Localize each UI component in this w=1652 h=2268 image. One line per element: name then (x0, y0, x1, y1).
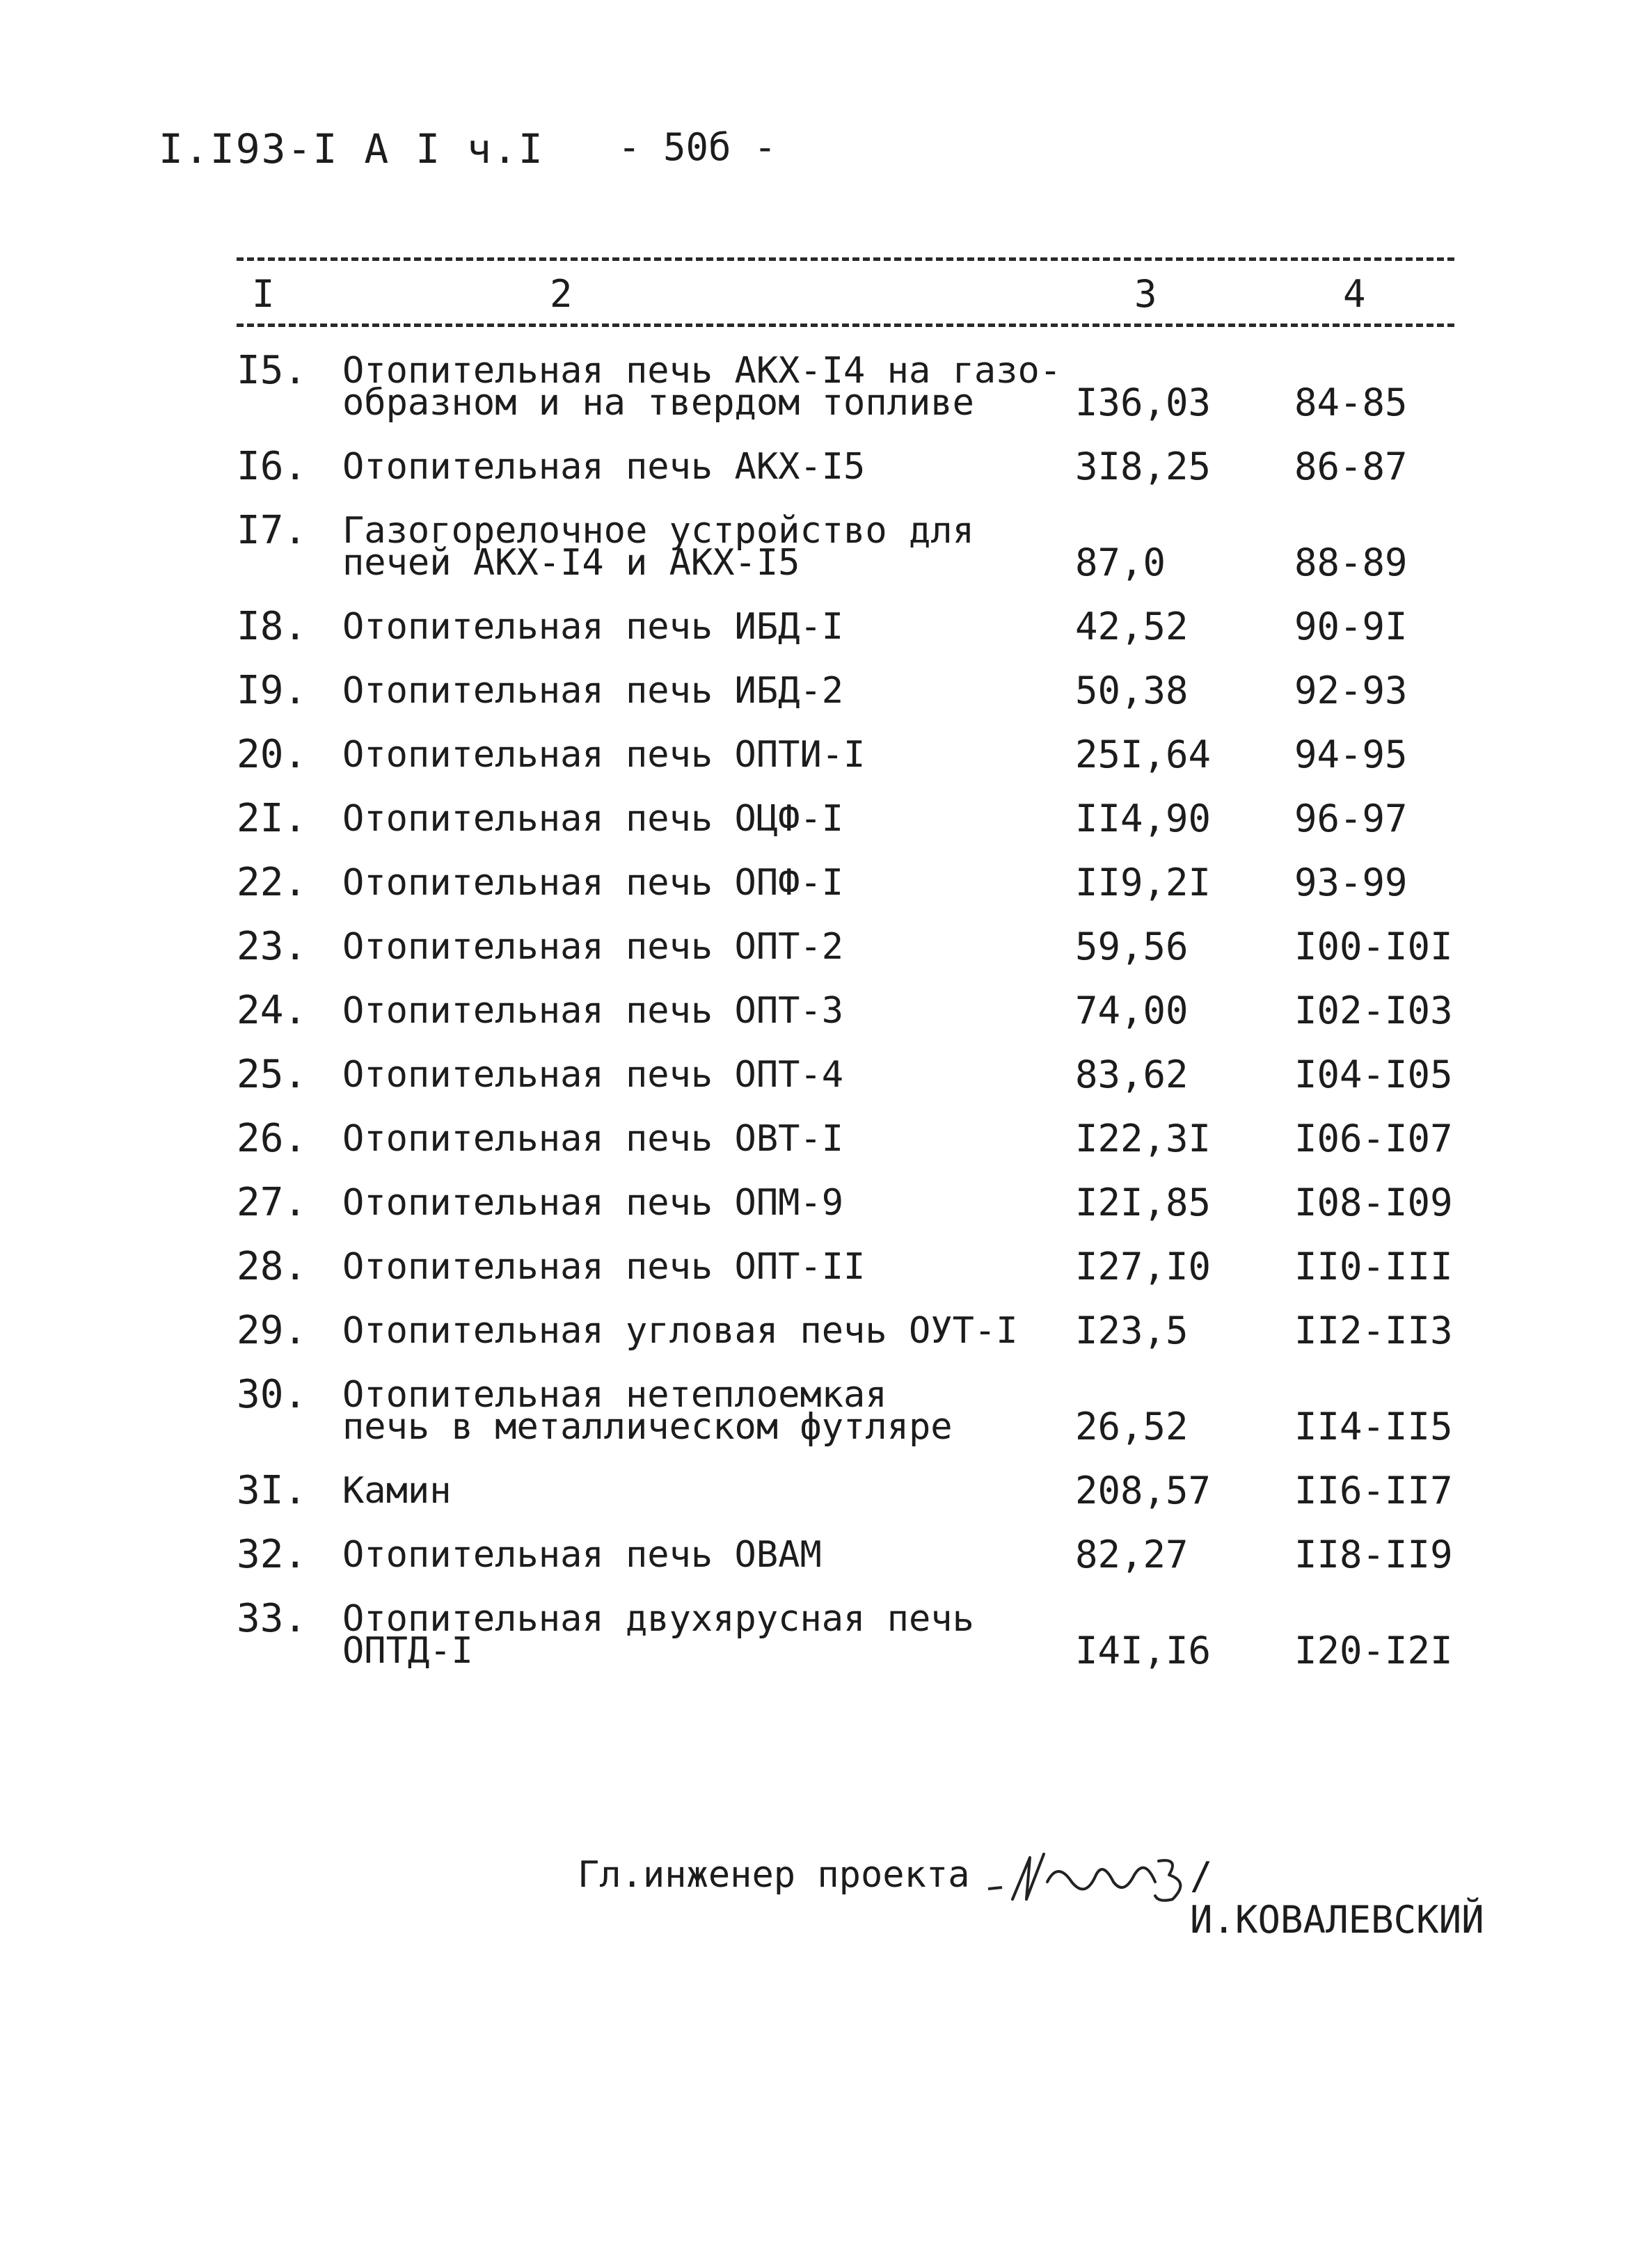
item-pages: 92-93 (1294, 669, 1408, 712)
item-pages: 88-89 (1294, 541, 1408, 584)
item-cost: 3I8,25 (1075, 445, 1212, 488)
inventory-table (237, 257, 1454, 1699)
row-number: 2I. (237, 796, 308, 841)
row-number: I9. (237, 668, 308, 713)
table-body (237, 348, 1454, 1699)
row-number: I5. (237, 348, 308, 393)
item-pages: I02-I03 (1294, 989, 1453, 1032)
item-pages: II6-II7 (1294, 1469, 1453, 1512)
signatory-title: Гл.инженер проекта (578, 1854, 970, 1896)
table-row (237, 1468, 1454, 1539)
row-number: 33. (237, 1596, 308, 1641)
table-row (237, 668, 1454, 739)
item-name: Отопительная угловая печь ОУТ-I (342, 1310, 1018, 1352)
row-number: 32. (237, 1532, 308, 1577)
signature-block (578, 1854, 1484, 1942)
column-header-name: 2 (550, 272, 573, 316)
item-pages: I06-I07 (1294, 1117, 1453, 1160)
item-cost: I23,5 (1075, 1309, 1189, 1352)
item-name: Отопительная печь ОПФ-I (342, 862, 844, 904)
row-number: 20. (237, 732, 308, 777)
item-name: Отопительная нетеплоемкая печь в металлическом футляре (342, 1374, 953, 1448)
row-number: 3I. (237, 1468, 308, 1513)
item-cost: 25I,64 (1075, 733, 1212, 776)
table-row (237, 1532, 1454, 1603)
page-number: - 50б - (618, 125, 777, 169)
item-pages: I00-I0I (1294, 925, 1453, 968)
item-pages: II8-II9 (1294, 1533, 1453, 1576)
item-cost: 82,27 (1075, 1533, 1189, 1576)
row-number: I8. (237, 604, 308, 649)
item-cost: I22,3I (1075, 1117, 1212, 1160)
document-code: I.I93-I А I ч.I (159, 125, 544, 173)
table-row (237, 508, 1454, 611)
page-header (159, 125, 1202, 188)
table-row (237, 1244, 1454, 1315)
table-row (237, 988, 1454, 1059)
row-number: 30. (237, 1372, 308, 1417)
item-pages: 96-97 (1294, 797, 1408, 840)
item-cost: I27,I0 (1075, 1245, 1212, 1288)
item-pages: I20-I2I (1294, 1629, 1453, 1672)
row-number: 29. (237, 1308, 308, 1353)
item-cost: II4,90 (1075, 797, 1212, 840)
item-name: Отопительная печь ОПТ-3 (342, 990, 844, 1032)
row-number: 27. (237, 1180, 308, 1225)
item-cost: 59,56 (1075, 925, 1189, 968)
item-name: Камин (342, 1470, 452, 1512)
item-name: Отопительная печь ОПМ-9 (342, 1182, 844, 1224)
item-pages: 84-85 (1294, 381, 1408, 424)
item-name: Отопительная печь АКХ-I5 (342, 446, 866, 488)
row-number: I6. (237, 444, 308, 489)
table-header-rule (237, 324, 1454, 327)
item-pages: II4-II5 (1294, 1405, 1453, 1448)
table-row (237, 732, 1454, 803)
table-header-row (237, 261, 1454, 324)
item-name: Отопительная печь ОВТ-I (342, 1118, 844, 1160)
item-pages: 94-95 (1294, 733, 1408, 776)
item-name: Отопительная печь ОЦФ-I (342, 798, 844, 840)
item-cost: 50,38 (1075, 669, 1189, 712)
item-cost: 26,52 (1075, 1405, 1189, 1448)
item-cost: I36,03 (1075, 381, 1212, 424)
item-cost: 208,57 (1075, 1469, 1212, 1512)
item-cost: II9,2I (1075, 861, 1212, 904)
table-row (237, 604, 1454, 675)
item-name: Отопительная печь ИБД-I (342, 606, 844, 648)
item-name: Отопительная печь ОПТ-2 (342, 926, 844, 968)
table-row (237, 1372, 1454, 1475)
column-header-cost: 3 (1134, 272, 1157, 316)
item-cost: I2I,85 (1075, 1181, 1212, 1224)
table-row (237, 1596, 1454, 1699)
handwritten-signature (981, 1833, 1190, 1919)
item-cost: 42,52 (1075, 605, 1189, 648)
column-header-pages: 4 (1343, 272, 1366, 316)
table-row (237, 348, 1454, 451)
item-name: Отопительная печь ОПТ-II (342, 1246, 866, 1288)
item-pages: II2-II3 (1294, 1309, 1453, 1352)
item-cost: 83,62 (1075, 1053, 1189, 1096)
column-header-number: I (252, 272, 275, 316)
item-name: Газогорелочное устройство для печей АКХ-I4 и АКХ-I5 (342, 510, 974, 584)
item-pages: I04-I05 (1294, 1053, 1453, 1096)
row-number: 26. (237, 1116, 308, 1161)
item-pages: 86-87 (1294, 445, 1408, 488)
signatory-name: /И.КОВАЛЕВСКИЙ (1190, 1854, 1484, 1942)
item-name: Отопительная печь ОПТ-4 (342, 1054, 844, 1096)
item-name: Отопительная двухярусная печь ОПТД-I (342, 1598, 974, 1672)
item-cost: 74,00 (1075, 989, 1189, 1032)
row-number: 22. (237, 860, 308, 905)
row-number: I7. (237, 508, 308, 553)
table-row (237, 924, 1454, 995)
row-number: 28. (237, 1244, 308, 1289)
item-pages: II0-III (1294, 1245, 1453, 1288)
item-name: Отопительная печь ИБД-2 (342, 670, 844, 712)
row-number: 25. (237, 1052, 308, 1097)
table-row (237, 1116, 1454, 1187)
table-row (237, 860, 1454, 931)
item-cost: I4I,I6 (1075, 1629, 1212, 1672)
item-pages: 90-9I (1294, 605, 1408, 648)
item-cost: 87,0 (1075, 541, 1166, 584)
table-row (237, 1308, 1454, 1379)
item-name: Отопительная печь АКХ-I4 на газо- образном и на твердом топливе (342, 350, 1062, 424)
table-row (237, 444, 1454, 515)
table-row (237, 1180, 1454, 1251)
item-name: Отопительная печь ОВАМ (342, 1534, 822, 1576)
row-number: 24. (237, 988, 308, 1033)
table-row (237, 1052, 1454, 1123)
item-pages: I08-I09 (1294, 1181, 1453, 1224)
item-name: Отопительная печь ОПТИ-I (342, 734, 866, 776)
table-row (237, 796, 1454, 867)
row-number: 23. (237, 924, 308, 969)
item-pages: 93-99 (1294, 861, 1408, 904)
